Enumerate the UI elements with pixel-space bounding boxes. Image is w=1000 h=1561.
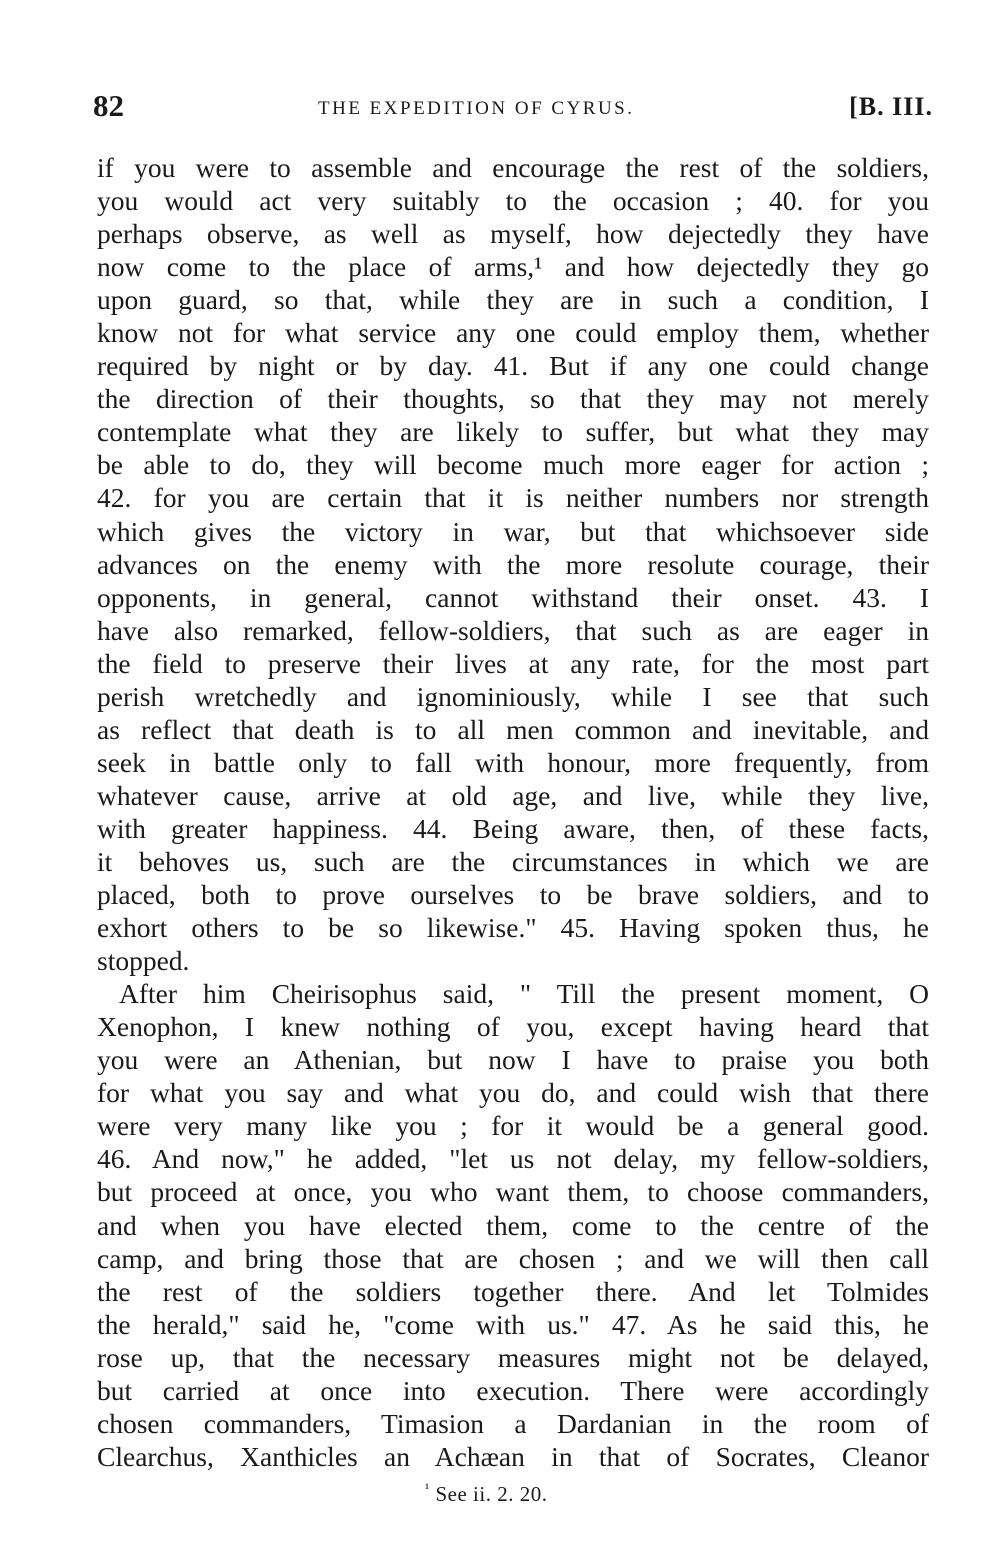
text-line: you were an Athenian, but now I have to praise you both xyxy=(97,1044,929,1076)
text-line: perhaps observe, as well as myself, how dejectedly they have xyxy=(97,218,929,250)
footnote xyxy=(425,1482,547,1507)
text-line: stopped. xyxy=(97,945,190,977)
text-line: contemplate what they are likely to suffer, but what they may xyxy=(97,416,929,448)
text-line: upon guard, so that, while they are in such a condition, I xyxy=(97,284,929,316)
text-line: for what you say and what you do, and could wish that there xyxy=(97,1077,929,1109)
body-text xyxy=(97,151,929,1473)
text-line: perish wretchedly and ignominiously, while I see that such xyxy=(97,680,929,712)
text-line: now come to the place of arms,¹ and how dejectedly they go xyxy=(97,251,929,283)
page-number: 82 xyxy=(93,88,124,123)
paragraph-start-line: After him Cheirisophus said, " Till the present moment, O xyxy=(119,978,929,1010)
text-line: the field to preserve their lives at any rate, for the most part xyxy=(97,647,929,679)
text-line: exhort others to be so likewise." 45. Having spoken thus, he xyxy=(97,912,929,944)
text-line: which gives the victory in war, but that whichsoever side xyxy=(97,515,929,547)
text-line: Xenophon, I knew nothing of you, except having heard that xyxy=(97,1011,929,1043)
text-line: opponents, in general, cannot withstand their onset. 43. I xyxy=(97,581,929,613)
running-header xyxy=(93,88,933,128)
text-line: whatever cause, arrive at old age, and live, while they live, xyxy=(97,779,929,811)
text-line: were very many like you ; for it would be a general good. xyxy=(97,1110,929,1142)
text-line: rose up, that the necessary measures might not be delayed, xyxy=(97,1341,929,1373)
running-title: THE EXPEDITION OF CYRUS. xyxy=(318,98,635,119)
text-line: with greater happiness. 44. Being aware, then, of these facts, xyxy=(97,812,929,844)
text-line: you would act very suitably to the occasion ; 40. for you xyxy=(97,185,929,217)
text-line: 42. for you are certain that it is neither numbers nor strength xyxy=(97,482,929,514)
text-line: be able to do, they will become much more eager for action ; xyxy=(97,449,929,481)
text-line: the herald," said he, "come with us." 47. As he said this, he xyxy=(97,1308,929,1340)
text-line: advances on the enemy with the more resolute courage, their xyxy=(97,548,929,580)
text-line: Clearchus, Xanthicles an Achæan in that of Socrates, Cleanor xyxy=(97,1440,929,1472)
text-line: and when you have elected them, come to the centre of the xyxy=(97,1209,929,1241)
text-line: if you were to assemble and encourage the rest of the soldiers, xyxy=(97,152,929,183)
text-line: but carried at once into execution. There were accordingly xyxy=(97,1374,929,1406)
text-line: 46. And now," he added, "let us not delay, my fellow-soldiers, xyxy=(97,1143,929,1175)
text-line: camp, and bring those that are chosen ; and we will then call xyxy=(97,1242,929,1274)
text-line: it behoves us, such are the circumstances in which we are xyxy=(97,845,929,877)
text-line: as reflect that death is to all men common and inevitable, and xyxy=(97,713,929,745)
text-line: seek in battle only to fall with honour, more frequently, from xyxy=(97,746,929,778)
text-line: the direction of their thoughts, so that they may not merely xyxy=(97,383,929,415)
book-marker: [B. III. xyxy=(849,92,933,121)
footnote-marker: ¹ xyxy=(425,1482,430,1497)
text-line: know not for what service any one could employ them, whether xyxy=(97,317,929,349)
text-line: but proceed at once, you who want them, to choose commanders, xyxy=(97,1176,929,1208)
footnote-text: See ii. 2. 20. xyxy=(435,1482,548,1506)
text-line: have also remarked, fellow-soldiers, that such as are eager in xyxy=(97,614,929,646)
text-line: required by night or by day. 41. But if any one could change xyxy=(97,350,929,382)
text-line: the rest of the soldiers together there. And let Tolmides xyxy=(97,1275,929,1307)
text-line: chosen commanders, Timasion a Dardanian in the room of xyxy=(97,1407,929,1439)
text-line: placed, both to prove ourselves to be brave soldiers, and to xyxy=(97,879,929,911)
